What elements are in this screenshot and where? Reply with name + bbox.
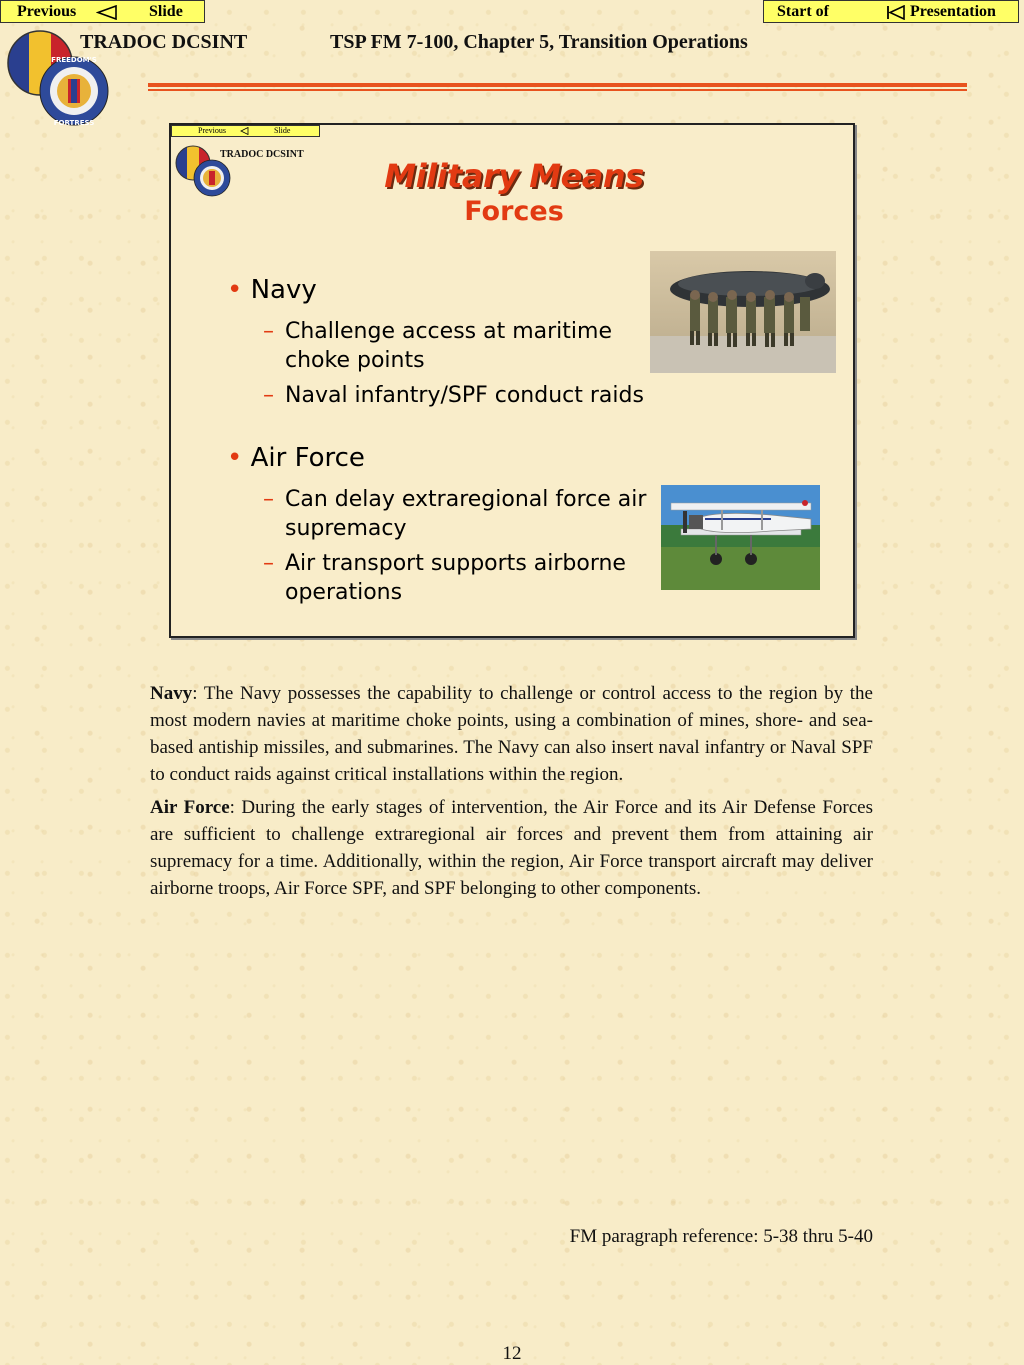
- sub-bullet: – Naval infantry/SPF conduct raids: [263, 383, 644, 408]
- air-force-text: : During the early stages of intervention, the Air Force and its Air Defense Forces are sufficient to challenge extraregional air forces and prevent them from attaining air supremacy for a time. Additionally, within the region, Air Force transport aircraft may deliver airborne troops, Air Force SPF, and SPF belonging to other components.: [150, 797, 874, 899]
- header-title: TSP FM 7-100, Chapter 5, Transition Operations: [330, 31, 748, 53]
- naval-infantry-photo: [650, 251, 836, 373]
- air-force-term: Air Force: [150, 797, 230, 818]
- header-org: TRADOC DCSINT: [80, 31, 248, 53]
- start-of-presentation-button[interactable]: [763, 0, 1019, 23]
- bullet-air-force: • Air Force: [227, 443, 365, 473]
- mini-slide-label: Slide: [274, 126, 291, 135]
- previous-slide-button[interactable]: [0, 0, 205, 23]
- mini-triangle-left-icon: [240, 127, 249, 137]
- previous-label: Previous: [17, 3, 77, 20]
- transport-aircraft-photo: [661, 485, 820, 590]
- svg-text:FREEDOM'S: FREEDOM'S: [51, 56, 97, 64]
- body-text: [150, 680, 873, 908]
- page-number: 12: [502, 1343, 522, 1364]
- sub-bullet: – Can delay extraregional force air supremacy: [263, 487, 647, 541]
- sub-bullet: – Air transport supports airborne operations: [263, 551, 626, 605]
- navy-term: Navy: [150, 683, 193, 704]
- mini-previous-label: Previous: [198, 126, 226, 135]
- presentation-label: Presentation: [910, 3, 996, 20]
- air-force-paragraph: [150, 794, 873, 902]
- slide-title: Military Means: [384, 157, 644, 195]
- triangle-left-icon: [96, 5, 118, 25]
- navy-paragraph: [150, 680, 873, 788]
- fm-reference: FM paragraph reference: 5-38 thru 5-40: [569, 1226, 873, 1247]
- mini-nav-bar: [171, 125, 320, 137]
- slide-label: Slide: [149, 3, 183, 20]
- start-of-label: Start of: [777, 3, 829, 20]
- bullet-navy: • Navy: [227, 275, 317, 305]
- sub-bullet: – Challenge access at maritime choke points: [263, 319, 612, 373]
- navy-text: : The Navy possesses the capability to challenge or control access to the region by the most modern navies at maritime choke points, using a combination of mines, shore- and sea-based antiship missiles, and submarines. The Navy can also insert naval infantry or Naval SPF to conduct raids against critical installations within the region.: [150, 683, 873, 785]
- skip-to-start-icon: [886, 5, 906, 25]
- mini-org: TRADOC DCSINT: [220, 149, 304, 160]
- slide-subtitle: Forces: [464, 196, 564, 227]
- svg-text:FORTRESS: FORTRESS: [53, 119, 95, 126]
- slide-image: [169, 123, 855, 638]
- header-rule: [148, 83, 967, 92]
